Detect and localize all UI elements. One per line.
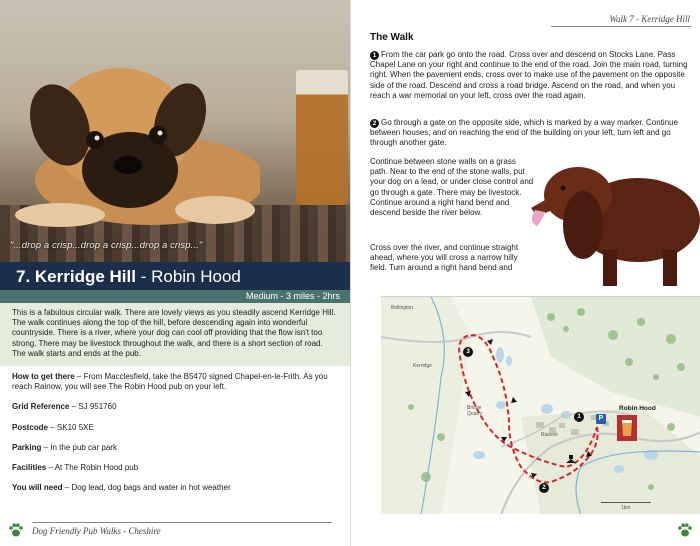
footer-book-title: Dog Friendly Pub Walks - Cheshire — [32, 526, 161, 536]
beer-glass — [296, 70, 348, 205]
footer-rule — [32, 522, 332, 523]
map-label-kerridge: Kerridge — [413, 363, 432, 369]
map-label-robin-hood: Robin Hood — [619, 405, 656, 412]
detail-postcode: Postcode – SK10 5XE — [12, 422, 94, 432]
step-2-paragraph: 2 Go through a gate on the opposite side, which is marked by a way marker. Continue between houses, and on reaching the end of the building on your left, turn left and go through another gate. — [370, 118, 679, 148]
detail-parking: Parking – In the pub car park — [12, 442, 117, 452]
detail-you-will-need: You will need – Dog lead, dog bags and water in hot weather — [12, 483, 231, 493]
route-map — [381, 296, 700, 514]
spaniel-dog-illustration — [523, 150, 700, 288]
pub-glass-icon — [617, 415, 637, 441]
detail-facilities: Facilities – At The Robin Hood pub — [12, 463, 139, 473]
detail-grid-reference: Grid Reference – SJ 951760 — [12, 402, 117, 412]
pug-dog-illustration — [0, 30, 260, 230]
header-rule — [551, 26, 691, 27]
walk-details — [12, 372, 338, 503]
step-1-marker: 1 — [370, 51, 379, 60]
section-title: The Walk — [370, 32, 414, 43]
step-3-intro-paragraph: Cross over the river, and continue straight ahead, where you will cross a narrow hilly field. Turn around a right hand bend and — [370, 243, 519, 273]
right-footer — [351, 518, 700, 546]
step-2-marker: 2 — [370, 119, 379, 128]
step-1-paragraph: 1 From the car park go onto the road. Cross over and descend on Stocks Lane. Pass Chapel Lane on your right and continue to the end of the road. Join the main road, turning right. When the pavement ends, cross over to make use of the pavement on the opposite side of the road. Descend and cross a road bridge. Ascend on the road, and when you reach a war memorial on your left, cross over the road again. — [370, 50, 688, 100]
step-2-continued-paragraph: Continue between stone walls on a grass path. Near to the end of the stone walls, put your dog on a lead, or under close control and go through a gate. There may be livestock. Continue around a right hand bend and descend beside the river below. — [370, 157, 534, 218]
walk-title-pub: - Robin Hood — [135, 267, 241, 286]
intro-text: This is a fabulous circular walk. There are lovely views as you steadily ascend Kerridge Hill. The walk continues along the top of the hill, before descending again into wonderful countryside. There is a river, where your dog can cool off providing that the flow isn't too strong. There may be livestock throughout the walk, and there is a short section of road. The walk starts and ends at the pub. — [0, 303, 350, 366]
right-page — [350, 0, 700, 546]
walk-title-bar — [0, 262, 350, 290]
walk-title-number: 7. Kerridge Hill — [16, 267, 136, 286]
map-scale-bar — [601, 502, 651, 503]
map-marker-3: 3 — [463, 347, 473, 357]
paw-print-icon — [8, 522, 24, 538]
running-header: Walk 7 - Kerridge Hill — [609, 14, 690, 24]
left-footer — [0, 518, 350, 546]
detail-how-to-get-there: How to get there – From Macclesfield, take the B5470 signed Chapel-en-le-Frith. As you reach Rainow, you will see The Robin Hood pub on your left. — [12, 372, 328, 392]
photo-caption: "...drop a crisp...drop a crisp...drop a crisp..." — [10, 240, 203, 251]
parking-icon: P — [596, 414, 606, 424]
map-label-bridge-quarry: Bridge Quarry — [467, 405, 483, 417]
walk-stats-bar: Medium - 3 miles - 2hrs — [0, 290, 350, 303]
pug-photo — [0, 0, 350, 262]
map-label-bollington: Bollington — [391, 305, 413, 311]
map-marker-1: 1 — [574, 412, 584, 422]
paw-print-icon — [677, 522, 693, 538]
map-marker-2: 2 — [539, 483, 549, 493]
map-scale-label: 1km — [621, 505, 631, 511]
map-label-rainow: Rainow — [541, 432, 558, 438]
